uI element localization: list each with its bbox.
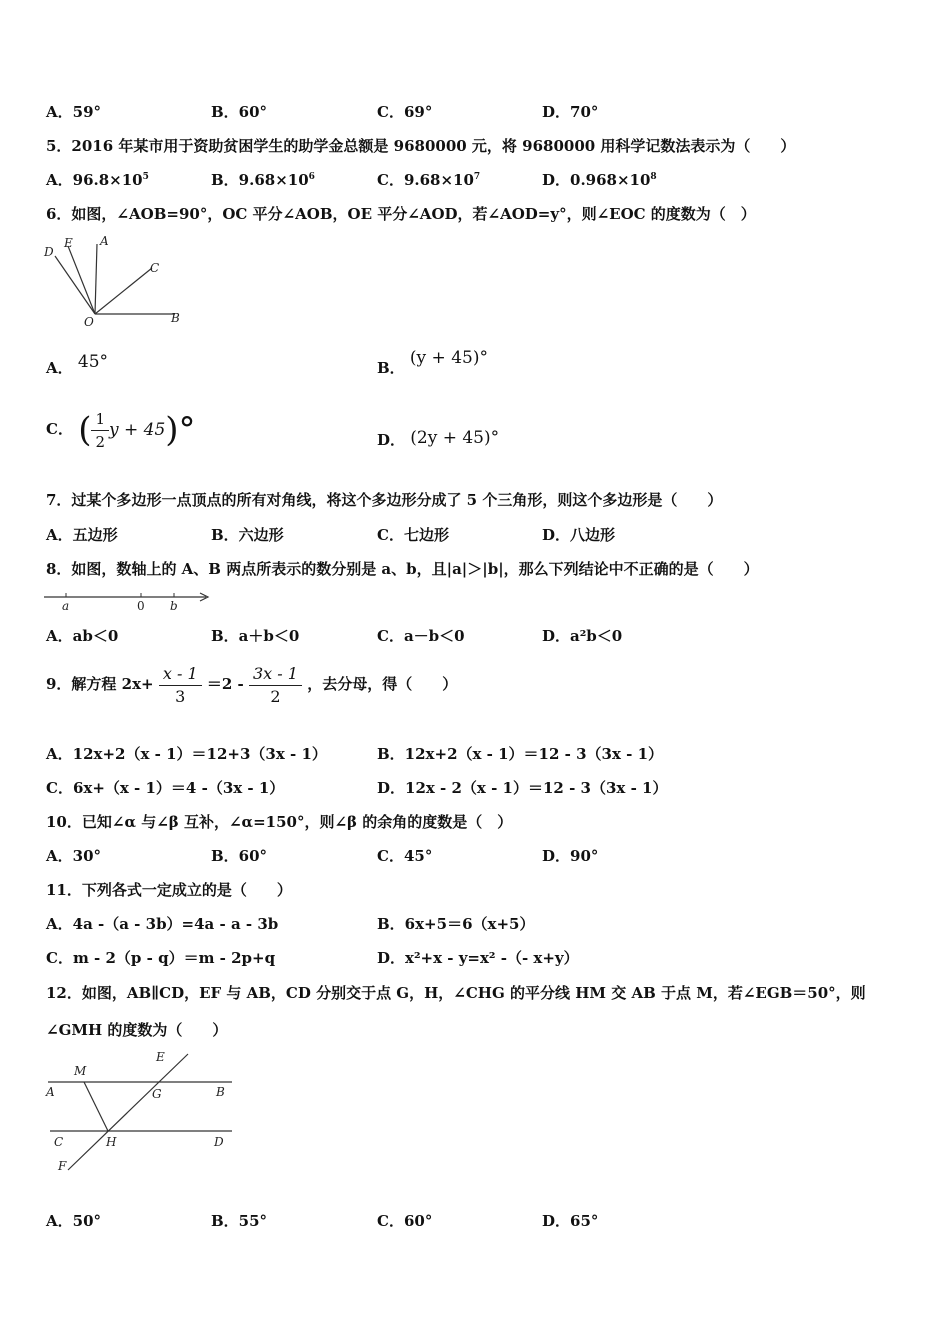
q11-stem: 11．下列各式一定成立的是（ ）	[46, 881, 292, 899]
q9-frac1-den: 3	[175, 686, 186, 706]
q8-option-a[interactable]: A．ab＜0	[46, 627, 119, 645]
label-h: H	[106, 1135, 117, 1149]
q9-frac2-num: 3x - 1	[249, 663, 302, 686]
q8-option-b[interactable]: B．a＋b＜0	[211, 627, 300, 645]
q9-option-a[interactable]: A．12x+2（x - 1）＝12+3（3x - 1）	[46, 745, 327, 763]
q6-angle-figure	[40, 232, 190, 328]
q5-option-d-label: D．0.968×10	[542, 171, 651, 189]
q9-stem	[46, 660, 457, 708]
q10-option-a[interactable]: A．30°	[46, 847, 102, 865]
q9-frac1-num: x - 1	[159, 663, 202, 686]
q6-option-a[interactable]	[46, 352, 109, 378]
q11-option-c[interactable]: C．m - 2（p - q）＝m - 2p+q	[46, 949, 276, 967]
q7-option-d[interactable]: D．八边形	[542, 526, 616, 544]
q10-stem: 10．已知∠α 与∠β 互补，∠α=150°，则∠β 的余角的度数是（ ）	[46, 813, 513, 831]
q5-option-d-exp: 8	[650, 172, 657, 182]
segment-hm	[84, 1082, 108, 1131]
q6-option-a-value: 45°	[77, 352, 109, 372]
q6-option-b[interactable]	[377, 348, 488, 378]
label-o: O	[84, 315, 94, 328]
label-m: M	[74, 1064, 87, 1078]
q9-stem-mid: ＝2 -	[206, 675, 244, 693]
q12-option-b[interactable]: B．55°	[211, 1212, 268, 1230]
q12-parallel-lines-figure	[40, 1046, 240, 1176]
label-c: C	[150, 261, 160, 275]
q9-fraction-1	[159, 663, 202, 708]
q7-option-b[interactable]: B．六边形	[211, 526, 284, 544]
q5-option-b-exp: 6	[308, 172, 315, 182]
q10-option-d[interactable]: D．90°	[542, 847, 599, 865]
ray-oa	[95, 244, 97, 314]
q12-option-c[interactable]: C．60°	[377, 1212, 433, 1230]
q6-option-d-label: D．	[377, 431, 406, 449]
q5-option-c-label: C．9.68×10	[377, 171, 474, 189]
label-b12: B	[216, 1085, 225, 1099]
q11-option-b[interactable]: B．6x+5＝6（x+5）	[377, 915, 535, 933]
q11-option-d[interactable]: D．x²+x - y=x² -（- x+y）	[377, 949, 579, 967]
q9-option-b[interactable]: B．12x+2（x - 1）＝12 - 3（3x - 1）	[377, 745, 664, 763]
q8-stem: 8．如图，数轴上的 A、B 两点所表示的数分别是 a、b，且|a|＞|b|，那么下列结论中不正确的是（ ）	[46, 560, 759, 578]
q4-option-a[interactable]: A．59°	[46, 103, 102, 121]
q12-option-a[interactable]: A．50°	[46, 1212, 102, 1230]
q5-option-a[interactable]	[46, 170, 149, 190]
q6-option-c-fraction	[91, 408, 109, 453]
q5-option-b-label: B．9.68×10	[211, 171, 309, 189]
q6-option-c-label: C．	[46, 420, 73, 438]
q5-option-c-exp: 7	[473, 172, 481, 182]
q12-stem-line2: ∠GMH 的度数为（ ）	[46, 1021, 228, 1039]
q6-option-c-paren-close: )°	[165, 410, 196, 450]
q8-option-d[interactable]: D．a²b＜0	[542, 627, 623, 645]
q6-option-c[interactable]	[46, 404, 196, 455]
label-g: G	[152, 1087, 162, 1101]
q9-frac2-den: 2	[270, 686, 281, 706]
q9-option-c[interactable]: C．6x+（x - 1）＝4 -（3x - 1）	[46, 779, 285, 797]
q4-option-c[interactable]: C．69°	[377, 103, 433, 121]
axis-label-a: a	[62, 599, 70, 613]
q6-option-b-value: (y + 45)°	[409, 348, 488, 368]
q5-option-a-exp: 5	[142, 172, 149, 182]
label-f: F	[58, 1159, 67, 1173]
axis-label-b: b	[170, 599, 178, 613]
q8-option-c[interactable]: C．a－b＜0	[377, 627, 465, 645]
q12-option-d[interactable]: D．65°	[542, 1212, 599, 1230]
label-b: B	[171, 311, 180, 325]
q4-option-b[interactable]: B．60°	[211, 103, 268, 121]
q11-option-a[interactable]: A．4a -（a - 3b）=4a - a - 3b	[46, 915, 279, 933]
q5-option-c[interactable]	[377, 170, 480, 190]
q5-option-a-label: A．96.8×10	[46, 171, 143, 189]
q6-option-c-rest: y + 45	[109, 420, 166, 440]
label-a: A	[100, 234, 109, 248]
q7-stem: 7．过某个多边形一点顶点的所有对角线，将这个多边形分成了 5 个三角形，则这个多边形是（ ）	[46, 491, 723, 509]
label-a12: A	[46, 1085, 55, 1099]
q6-stem: 6．如图，∠AOB=90°，OC 平分∠AOB，OE 平分∠AOD，若∠AOD=y°，则∠EOC 的度数为（ ）	[46, 205, 756, 223]
q6-option-a-label: A．	[46, 359, 73, 377]
label-e: E	[64, 236, 73, 250]
q6-option-d-value: (2y + 45)°	[410, 428, 500, 448]
q10-option-c[interactable]: C．45°	[377, 847, 433, 865]
q7-option-a[interactable]: A．五边形	[46, 526, 118, 544]
q9-stem-pre: 9．解方程 2x+	[46, 675, 154, 693]
label-d12: D	[214, 1135, 224, 1149]
q6-option-c-paren-open: (	[78, 410, 92, 450]
ray-oc	[95, 268, 152, 314]
q5-option-b[interactable]	[211, 170, 315, 190]
q5-stem: 5．2016 年某市用于资助贫困学生的助学金总额是 9680000 元，将 9680000 用科学记数法表示为（ ）	[46, 137, 796, 155]
q6-option-c-frac-num: 1	[91, 408, 109, 431]
q12-stem-line1: 12．如图，AB∥CD，EF 与 AB，CD 分别交于点 G，H，∠CHG 的平分线 HM 交 AB 于点 M，若∠EGB＝50°，则	[46, 984, 866, 1002]
label-d: D	[44, 245, 54, 259]
q6-option-d[interactable]	[377, 430, 499, 450]
q10-option-b[interactable]: B．60°	[211, 847, 268, 865]
q6-option-b-label: B．	[377, 359, 405, 377]
q9-option-d[interactable]: D．12x - 2（x - 1）＝12 - 3（3x - 1）	[377, 779, 668, 797]
label-e12: E	[156, 1050, 165, 1064]
axis-label-zero: 0	[137, 599, 145, 613]
q9-fraction-2	[249, 663, 302, 708]
q4-option-d[interactable]: D．70°	[542, 103, 599, 121]
q7-option-c[interactable]: C．七边形	[377, 526, 449, 544]
label-c12: C	[54, 1135, 64, 1149]
q9-stem-post: ，去分母，得（ ）	[307, 675, 458, 693]
q5-option-d[interactable]	[542, 170, 657, 190]
q6-option-c-frac-den: 2	[95, 432, 105, 451]
q8-number-line	[40, 588, 215, 616]
